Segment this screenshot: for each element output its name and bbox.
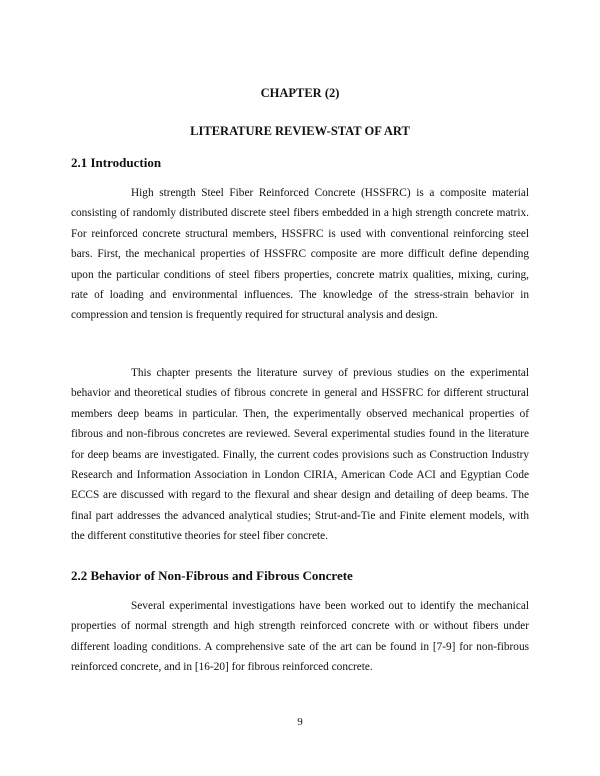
section-heading-behavior: 2.2 Behavior of Non-Fibrous and Fibrous Concrete bbox=[71, 568, 353, 583]
chapter-title: LITERATURE REVIEW-STAT OF ART bbox=[190, 124, 410, 138]
page-number: 9 bbox=[297, 716, 303, 728]
paragraph-introduction: High strength Steel Fiber Reinforced Concrete (HSSFRC) is a composite material consisting of randomly distributed discrete steel fibers embedded in a high strength concrete matrix. For reinforced concrete structural members, HSSFRC is used with conventional reinforcing steel bars. First, the mechanical properties of HSSFRC composite are more difficult define depending upon the particular conditions of steel fibers properties, concrete matrix qualities, mixing, curing, rate of loading and environmental influences. The knowledge of the stress-strain behavior in compression and tension is frequently required for structural analysis and design. bbox=[71, 187, 529, 322]
paragraph-behavior: Several experimental investigations have been worked out to identify the mechanical properties of normal strength and high strength reinforced concrete with or without fibers under different loading conditions. A comprehensive sate of the art can be found in [7-9] for non-fibrous reinforced concrete, and in [16-20] for fibrous reinforced concrete. bbox=[71, 600, 529, 674]
chapter-label: CHAPTER (2) bbox=[260, 86, 340, 100]
paragraph-chapter-overview: This chapter presents the literature survey of previous studies on the experimental behavior and theoretical studies of fibrous concrete in general and HSSFRC for different structural members deep beams in particular. Then, the experimentally observed mechanical properties of fibrous and non-fibrous concretes are reviewed. Several experimental studies found in the literature for deep beams are investigated. Finally, the current codes provisions such as Construction Industry Research and Information Association in London CIRIA, American Code ACI and Egyptian Code ECCS are discussed with regard to the flexural and shear design and detailing of deep beams. The final part addresses the advanced analytical studies; Strut-and-Tie and Finite element models, with the different constitutive theories for steel fiber concrete. bbox=[71, 367, 529, 543]
section-heading-introduction: 2.1 Introduction bbox=[71, 155, 162, 170]
